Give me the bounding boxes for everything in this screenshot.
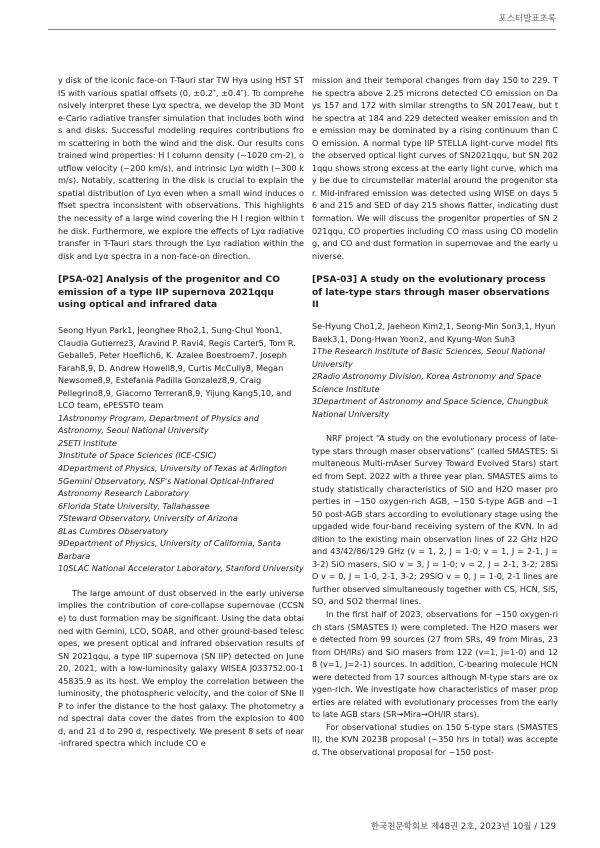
psa02-affiliation: 8Las Cumbres Observatory [58, 525, 169, 536]
psa03-abstract-body: In the first half of 2023, observations for ~150 oxygen-rich stars (SMASTES I) were completed. The H2O masers were detected from 99 sources (27 from SRs, 49 from Miras, 23 from OH/IRs) and SiO masers from 122 (v=1, J=1-0) and 128 (v=1, J=2-1) sources. In addition, C-bearing molecule HCN were detected from 17 sources although M-type stars are oxygen-rich. We investigate how characteristics of maser properties are related with evolutionary processes from the early to late AGB stars (SR→Mira→OH/IR stars). [312, 609, 558, 720]
psa02-affiliation: 9Department of Physics, University of California, Santa Barbara [58, 538, 282, 561]
psa02-affiliation: 10SLAC National Accelerator Laboratory, Stanford University [58, 563, 304, 574]
psa02-abstract-continued: mission and their temporal changes from day 150 to 229. The spectra above 2.25 microns detected CO emission on Days 157 and 172 with similar strengths to SN 2017eaw, but the spectra at 184 and 229 detected weaker emission and the emission may be dominated by a rising continuum than CO emission. A normal type IIP STELLA light-curve model fits the observed optical light curves of SN2021qqu, but SN 2021qqu shows strong excess at the early light curve, which may be due to circumstellar material around the progenitor star. Mid-infrared emission was detected using WISE on days 56 and 215 and SED of day 215 shows flatter, indicating dust formation. We will discuss the progenitor properties of SN 2021qqu, CO properties including CO mass using CO modeling, and CO and dust formation in supernovae and the early universe. [312, 75, 558, 261]
psa02-abstract-body: The large amount of dust observed in the early universe implies the contribution of core-collapse supernovae (CCSNe) to dust formation may be significant. Using the data obtained with Gemini, LCO, SOAR, and other ground-based telescopes, we present optical and infrared observation results of SN 2021qqu, a type IIP supernova (SN IIP) detected on June 20, 2021, with a low-luminosity galaxy WISEA J033752.00-145835.9 as its host. We employ the correlation between the luminosity, the photospheric velocity, and the color of SNe IIP to infer the distance to the host galaxy. The photometry and spectral data cover the dates from the explosion to 400 d, and 21 d to 290 d, respectively. We present 8 sets of near-infrared spectra which include CO e [58, 587, 304, 749]
psa03-affiliation: 3Department of Astronomy and Space Science, Chungbuk National University [312, 396, 549, 419]
psa02-affiliation: 4Department of Physics, University of Texas at Arlington [58, 463, 287, 473]
psa02-affiliation: 2SETI Institute [58, 437, 117, 448]
psa03-affiliation: 1The Research Institute of Basic Sciences, Seoul National University [312, 346, 546, 369]
psa03-abstract-body: NRF project “A study on the evolutionary process of late-type stars through maser observations” (called SMASTES: Simultaneous Multi-mAser Survey Toward Evolved Stars) started from Sept. 2022 with a three year plan. SMASTES aims to study statistically characteristics of SiO and H2O maser properties in ~150 oxygen-rich AGB, ~150 S-type AGB and ~150 post-AGB stars according to evolutionary stage using the upgaded wide four-band receiving system of the KVN. In addition to the existing main observation lines of 22 GHz H2O and 43/42/86/129 GHz (v = 1, 2, J = 1-0; v = 1, J = 2-1, J = 3-2) SiO masers, SiO v = 3, J = 1-0; v = 2, J = 2-1, 3-2; 28SiO v = 0, J = 1-0, 2-1, 3-2; 29SiO v = 0, J = 1-0, 2-1 lines are further observed simultaneously together with CS, HCN, SiS, SO, and SO2 thermal lines. [312, 433, 558, 607]
psa02-authors: Seong Hyun Park1, Jeonghee Rho2,1, Sung-Chul Yoon1, Claudia Gutierrez3, Aravind P. Ravi4, Regis Carter5, Tom R. Geballe5, Peter Hoeflich6, K. Azalee Boestroem7, Joseph Farah8,9, D. Andrew Howell8,9, Curtis McCully8, Megan Newsome8,9, Estefania Padilla Gonzalez8,9, Craig Pellegrino8,9, Giacomo Terreran8,9, Yijung Kang5,10, and LCO team, ePESSTO team [58, 324, 296, 411]
continued-abstract-paragraph: y disk of the iconic face-on T-Tauri star TW Hya using HST STIS with various spatial offsets (0, ±0.2″, ±0.4″). To comprehensively interpret these Lyα spectra, we develop the 3D Monte-Carlo radiative transfer simulation that includes both winds and disks. Successful modeling requires contributions from scattering in both the wind and the disk. Our results constrained wind properties: H I column density (~1020 cm-2), outflow velocity (~200 km/s), and intrinsic Lyα width (~300 km/s). Notably, scattering in the disk is crucial to explain the spatial distribution of Lyα even when a small wind induces offset spectra inconsistent with observations. This highlights the necessity of a large wind covering the H I region within the disk. Furthermore, we explore the effects of Lyα radiative transfer in T-Tauri stars through the Lyα radiation within the disk and Lyα spectra in a non-face-on direction. [58, 75, 304, 261]
psa02-affiliation: 6Florida State University, Tallahassee [58, 500, 210, 511]
right-column [312, 74, 558, 759]
psa03-authors: Se-Hyung Cho1,2, Jaeheon Kim2,1, Seong-Min Son3,1, Hyun Baek3,1, Dong-Hwan Yoon2, and Kyung-Won Suh3 [312, 320, 556, 344]
section-header-tag: 포스터발표초록 [498, 14, 556, 24]
psa02-affiliation: 3Institute of Space Sciences (ICE-CSIC) [58, 450, 217, 461]
psa02-affiliation: 7Steward Observatory, University of Arizona [58, 513, 238, 524]
psa02-affiliation: 5Gemini Observatory, NSF's National Optical-Infrared Astronomy Research Laboratory [58, 475, 274, 499]
psa02-affiliation: 1Astronomy Program, Department of Physics and Astronomy, Seoul National University [58, 412, 259, 436]
page-footer: 한국천문학회보 제48권 2호, 2023년 10월 / 129 [370, 822, 556, 832]
psa03-affiliation: 2Radio Astronomy Division, Korea Astronomy and Space Science Institute [312, 371, 542, 394]
psa02-title: [PSA-02] Analysis of the progenitor and CO emission of a type IIP supernova 2021qqu using optical and infrared data [58, 275, 280, 311]
left-column [58, 74, 304, 750]
psa03-abstract-body: For observational studies on 150 S-type stars (SMASTES II), the KVN 2023B proposal (~350 hrs in total) was accepted. The observational proposal for ~150 post- [312, 721, 558, 758]
psa03-title: [PSA-03] A study on the evolutionary process of late-type stars through maser observations II [312, 275, 550, 311]
header-divider [48, 29, 556, 30]
